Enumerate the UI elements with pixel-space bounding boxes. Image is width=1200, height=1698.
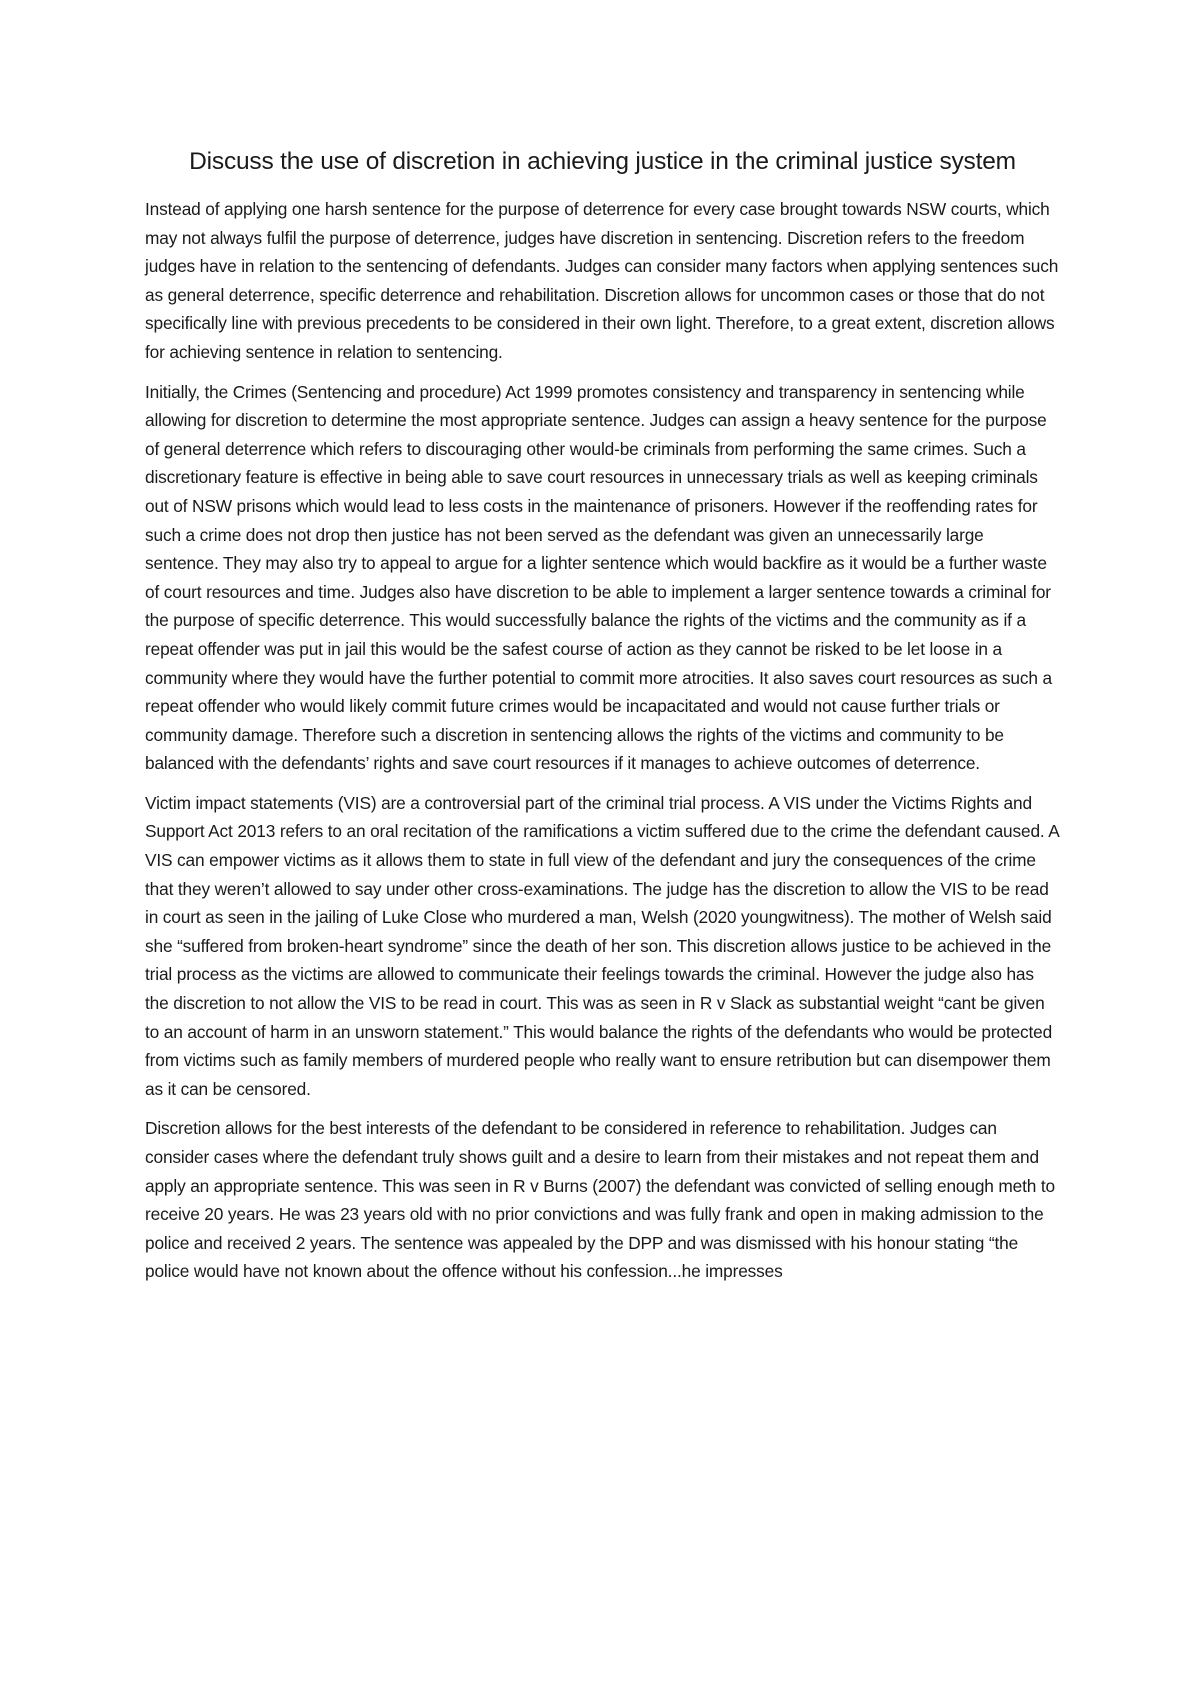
paragraph-rehabilitation: Discretion allows for the best interests of the defendant to be considered in reference to rehabilitation. Judges can consider cases where the defendant truly shows guilt and a desire to learn from their mistakes and not repeat them and apply an appropriate sentence. This was seen in R v Burns (2007) the defendant was convicted of selling enough meth to receive 20 years. He was 23 years old with no prior convictions and was fully frank and open in making admission to the police and received 2 years. The sentence was appealed by the DPP and was dismissed with his honour stating “the police would have not known about the offence without his confession...he impresses bbox=[145, 1118, 1055, 1282]
paragraph-victim-impact-statements: Victim impact statements (VIS) are a controversial part of the criminal trial process. A VIS under the Victims Rights and Support Act 2013 refers to an oral recitation of the ramifications a victim suffered due to the crime the defendant caused. A VIS can empower victims as it allows them to state in full view of the defendant and jury the consequences of the crime that they weren’t allowed to say under other cross-examinations. The judge has the discretion to allow the VIS to be read in court as seen in the jailing of Luke Close who murdered a man, Welsh (2020 youngwitness). The mother of Welsh said she “suffered from broken-heart syndrome” since the death of her son. This discretion allows justice to be achieved in the trial process as the victims are allowed to communicate their feelings towards the criminal. However the judge also has the discretion to not allow the VIS to be read in court. This was as seen in R v Slack as substantial weight “cant be given to an account of harm in an unsworn statement.” This would balance the rights of the defendants who would be protected from victims such as family members of murdered people who really want to ensure retribution but can disempower them as it can be censored. bbox=[145, 792, 1059, 1099]
document-body bbox=[145, 145, 1060, 1297]
paragraph-general-deterrence: Initially, the Crimes (Sentencing and procedure) Act 1999 promotes consistency and transparency in sentencing while allowing for discretion to determine the most appropriate sentence. Judges can assign a heavy sentence for the purpose of general deterrence which refers to discouraging other would-be criminals from performing the same crimes. Such a discretionary feature is effective in being able to save court resources in unnecessary trials as well as keeping criminals out of NSW prisons which would lead to less costs in the maintenance of prisoners. However if the reoffending rates for such a crime does not drop then justice has not been served as the defendant was given an unnecessarily large sentence. They may also try to appeal to argue for a lighter sentence which would backfire as it would be a further waste of court resources and time. Judges also have discretion to be able to implement a larger sentence towards a criminal for the purpose of specific deterrence. This would successfully balance the rights of the victims and the community as if a repeat offender was put in jail this would be the safest course of action as they cannot be risked to be let loose in a community where they would have the further potential to commit more atrocities. It also saves court resources as such a repeat offender who would likely commit future crimes would be incapacitated and would not cause further trials or community damage. Therefore such a discretion in sentencing allows the rights of the victims and community to be balanced with the defendants’ rights and save court resources if it manages to achieve outcomes of deterrence. bbox=[145, 381, 1052, 774]
paragraph-introduction: Instead of applying one harsh sentence for the purpose of deterrence for every case brought towards NSW courts, which may not always fulfil the purpose of deterrence, judges have discretion in sentencing. Discretion refers to the freedom judges have in relation to the sentencing of defendants. Judges can consider many factors when applying sentences such as general deterrence, specific deterrence and rehabilitation. Discretion allows for uncommon cases or those that do not specifically line with previous precedents to be considered in their own light. Therefore, to a great extent, discretion allows for achieving sentence in relation to sentencing. bbox=[145, 199, 1059, 362]
document-title: Discuss the use of discretion in achieving justice in the criminal justice system bbox=[189, 148, 1016, 175]
